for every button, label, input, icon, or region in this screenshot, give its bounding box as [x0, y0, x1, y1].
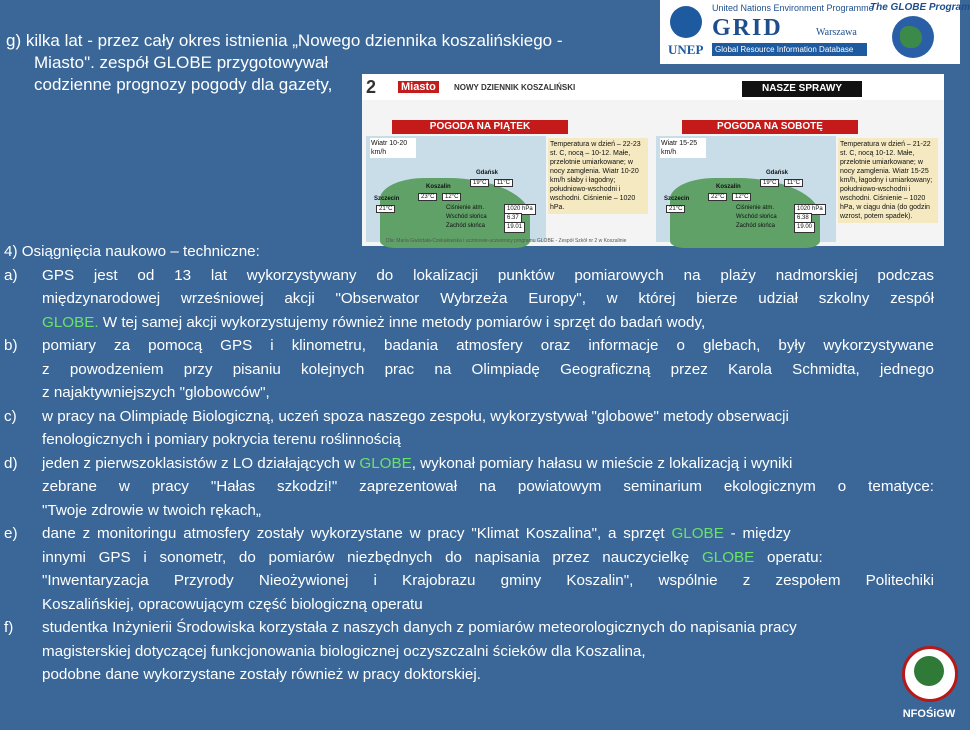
intro-line-3: codzienne prognozy pogody dla gazety, [34, 75, 333, 94]
forecast-saturday: POGODA NA SOBOTĘ Wiatr 15-25 km/h Gdańsk 19°C 11°C Koszalin 22°C 12°C Szczecin 21°C Ciśnienie atm. 1020 hPa Wschód słońca 6.38 Zachód słońca 19.00 Temperatura w dzień – 21-22 st. C, nocą 10-12. Małe, przelotnie umiarkowane; w nocy zamglenia. Wiatr 15-25 km/h, łagodny i umiarkowany; południowo-wschodni i wschodni. Ciśnienie – 1020 hPa, w ciągu dnia (do godzin wzrost, potem spadek). [652, 120, 936, 248]
intro-line-1: g) kilka lat - przez cały okres istnienia „Nowego dziennika koszalińskiego - [6, 31, 563, 50]
weather-map: Wiatr 10-20 km/h Gdańsk 19°C 11°C Koszalin 23°C 12°C Szczecin 21°C Ciśnienie atm. 1020 hPa Wschód słońca 6.37 Zachód słońca 19.01 [366, 136, 546, 242]
grid-bottom-text: Global Resource Information Database [712, 43, 867, 56]
item-d: d) jeden z pierwszoklasistów z LO działających w GLOBE, wykonał pomiary hałasu w mieście z lokalizacją i wyniki [4, 454, 793, 472]
nfosigw-logo: NFOŚiGW [898, 644, 960, 730]
newspaper-clipping [362, 74, 944, 246]
item-a: a) GPS jest od 13 lat wykorzystywany do lokalizacji punktów pomiarowych na plaży nadmorskiej podczas [4, 266, 934, 284]
grid-logo: GRID Warszawa [712, 15, 857, 41]
newspaper-header: 2 Miasto NOWY DZIENNIK KOSZALIŃSKI NASZE SPRAWY [362, 74, 944, 100]
partner-logos [660, 0, 970, 64]
item-c: c) w pracy na Olimpiadę Biologiczną, uczeń spoza naszego zespołu, wykorzystywał "globowe" metody obserwacji [4, 407, 789, 425]
globe-program-logo: The GLOBE Program [870, 2, 956, 62]
grid-top-text: United Nations Environment Programme [712, 3, 874, 13]
un-emblem-icon [670, 6, 702, 38]
weather-map: Wiatr 15-25 km/h Gdańsk 19°C 11°C Koszalin 22°C 12°C Szczecin 21°C Ciśnienie atm. 1020 hPa Wschód słońca 6.38 Zachód słońca 19.00 [656, 136, 836, 242]
section-4-body: 4) Osiągnięcia naukowo – techniczne: a) GPS jest od 13 lat wykorzystywany do lokalizacji punktów pomiarowych na plaży nadmorskiej podczas międzynarodowej wrześniowej akcji "Obserwator Wybrzeża Europy", w której bierze udział szkolny zespół GLOBE. W tej samej akcji wykorzystujemy również inne metody pomiarów i sprzęt do badań wody, b) pomiary za pomocą GPS i klinometru, badania atmosfery oraz informacje o glebach, były wykorzystywane z powodzeniem przy pisaniu kolejnych prac na Olimpiadę Geograficzną przez Karola Schmidta, jednego z najaktywniejszych "globowców", c) w pracy na Olimpiadę Biologiczną, uczeń spoza naszego zespołu, wykorzystywał "globowe" metody obserwacji fenologicznych i pomiary pokrycia terenu roślinnością d) jeden z pierwszoklasistów z LO działających w GLOBE, wykonał pomiary hałasu w mieście z lokalizacją i wyniki zebrane w pracy "Hałas szkodzi!" zaprezentował na powiatowym seminarium ekologicznym o tematyce: "Twoje zdrowie w twoich rękach„ e) dane z monitoringu atmosfery zostały wykorzystane w pracy "Klimat Koszalina", a sprzęt GLOBE - między innymi GPS i sonometr, do pomiarów niezbędnych do napisania przez nauczycielkę GLOBE operatu: "Inwentaryzacja Przyrody Nieożywionej i Krajobrazu gminy Koszalin", wspólnie z zespołem Politechiki Koszalińskiej, opracowującym część biologiczną operatu f) studentka Inżynierii Środowiska korzystała z naszych danych z pomiarów meteorologicznych do napisania pracy magisterskiej dotyczącej funkcjonowania biologicznej oczyszczalni ścieków dla Koszalina, podobne dane wykorzystane zostały również w pracy doktorskiej. [4, 240, 934, 687]
item-b: b) pomiary za pomocą GPS i klinometru, badania atmosfery oraz informacje o glebach, były wykorzystywane [4, 337, 934, 354]
unep-logo: UNEP [666, 4, 708, 60]
intro-line-2: Miasto". zespół GLOBE przygotowywał [34, 53, 329, 72]
tree-icon [914, 656, 944, 686]
item-f: f) studentka Inżynierii Środowiska korzystała z naszych danych z pomiarów meteorologicznych do napisania pracy [4, 619, 797, 636]
section-heading: 4) Osiągnięcia naukowo – techniczne: [4, 243, 260, 260]
newspaper-credit: Dla: Maria Gwizdała-Czekałowska i uczniowie-uczestnicy programu GLOBE - Zespół Szkół nr 2 w Koszalinie [386, 238, 627, 244]
forecast-friday: POGODA NA PIĄTEK Wiatr 10-20 km/h Gdańsk 19°C 11°C Koszalin 23°C 12°C Szczecin 21°C Ciśnienie atm. 1020 hPa Wschód słońca 6.37 Zachód słońca 19.01 Temperatura w dzień – 22-23 st. C, nocą – 10-12. Małe, przelotnie umiarkowane; w nocy zamglenia. Wiatr 10-20 km/h słaby i łagodny; południowo-wschodni i wschodni. Ciśnienie – 1020 hPa. [362, 120, 646, 248]
item-e: e) dane z monitoringu atmosfery zostały wykorzystane w pracy "Klimat Koszalina", a sprzęt GLOBE - między [4, 525, 791, 542]
